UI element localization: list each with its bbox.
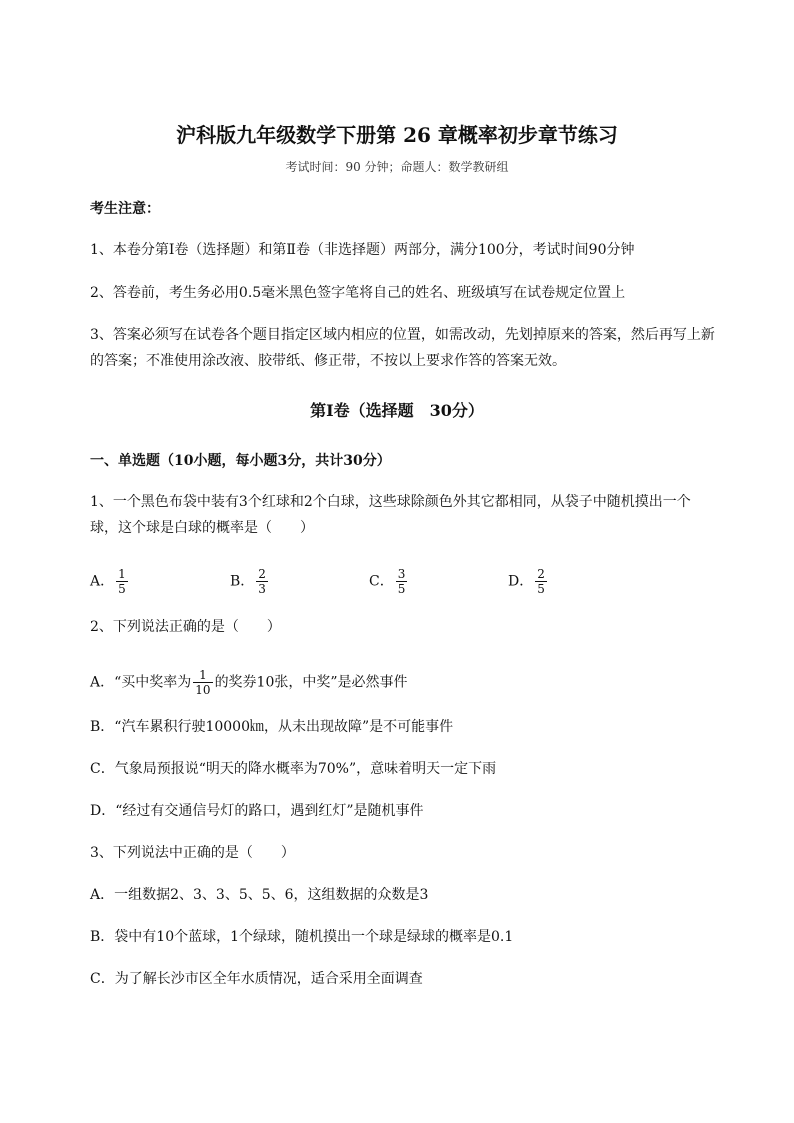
q1-stem-line1: 1、一个黑色布袋中装有3个红球和2个白球，这些球除颜色外其它都相同，从袋子中随机摸出一个 [90,494,691,510]
q1-option-b[interactable] [230,567,270,596]
fraction: $\frac{2}{3}$ [258,567,266,596]
q1-option-a[interactable] [90,567,130,596]
fraction: $\frac{3}{5}$ [397,567,406,596]
notice-heading: 考生注意： [90,201,160,217]
option-label: D． [508,573,534,590]
q2-option-a[interactable]: A．“买中奖率为 $\frac{1}{10}$ 的奖券10张，中奖”是必然事件 [90,668,408,697]
q2-stem: 2、下列说法正确的是（ ） [90,619,281,635]
q2-option-b[interactable]: B．“汽车累积行驶10000㎞，从未出现故障”是不可能事件 [90,719,454,735]
exam-subtitle: 考试时间：90 分钟；命题人：数学教研组 [285,160,509,174]
q1-option-c[interactable] [369,567,409,596]
q2-option-d[interactable]: D．“经过有交通信号灯的路口，遇到红灯”是随机事件 [90,803,424,819]
fraction: $\frac{1}{10}$ [195,668,211,697]
q1-stem-line2: 球，这个球是白球的概率是（ ） [90,520,314,536]
section-title: 第I卷（选择题 30分） [310,401,484,420]
fraction: $\frac{1}{5}$ [118,567,126,596]
part-heading: 一、单选题（10小题，每小题3分，共计30分） [90,453,391,469]
fraction: $\frac{2}{5}$ [537,567,545,596]
q3-stem: 3、下列说法中正确的是（ ） [90,845,295,861]
exam-title: 沪科版九年级数学下册第 26 章概率初步章节练习 [176,123,618,147]
notice-item-3-cont: 的答案；不准使用涂改液、胶带纸、修正带，不按以上要求作答的答案无效。 [90,353,566,369]
q3-option-c[interactable]: C．为了解长沙市区全年水质情况，适合采用全面调查 [90,971,423,987]
notice-item-2: 2、答卷前，考生务必用0.5毫米黑色签字笔将自己的姓名、班级填写在试卷规定位置上 [90,285,626,301]
option-label: A． [90,573,115,590]
q1-option-d[interactable] [508,567,549,596]
q3-option-a[interactable]: A．一组数据2、3、3、5、5、6，这组数据的众数是3 [90,887,429,903]
option-label: C． [369,573,394,590]
notice-item-3: 3、答案必须写在试卷各个题目指定区域内相应的位置，如需改动，先划掉原来的答案，然后再写上新 [90,327,715,343]
q3-option-b[interactable]: B．袋中有10个蓝球，1个绿球，随机摸出一个球是绿球的概率是0.1 [90,929,514,945]
option-label: B． [230,573,255,590]
notice-item-1: 1、本卷分第I卷（选择题）和第Ⅱ卷（非选择题）两部分，满分100分，考试时间90分钟 [90,242,635,258]
q2-option-c[interactable]: C．气象局预报说“明天的降水概率为70%”，意味着明天一定下雨 [90,761,497,777]
